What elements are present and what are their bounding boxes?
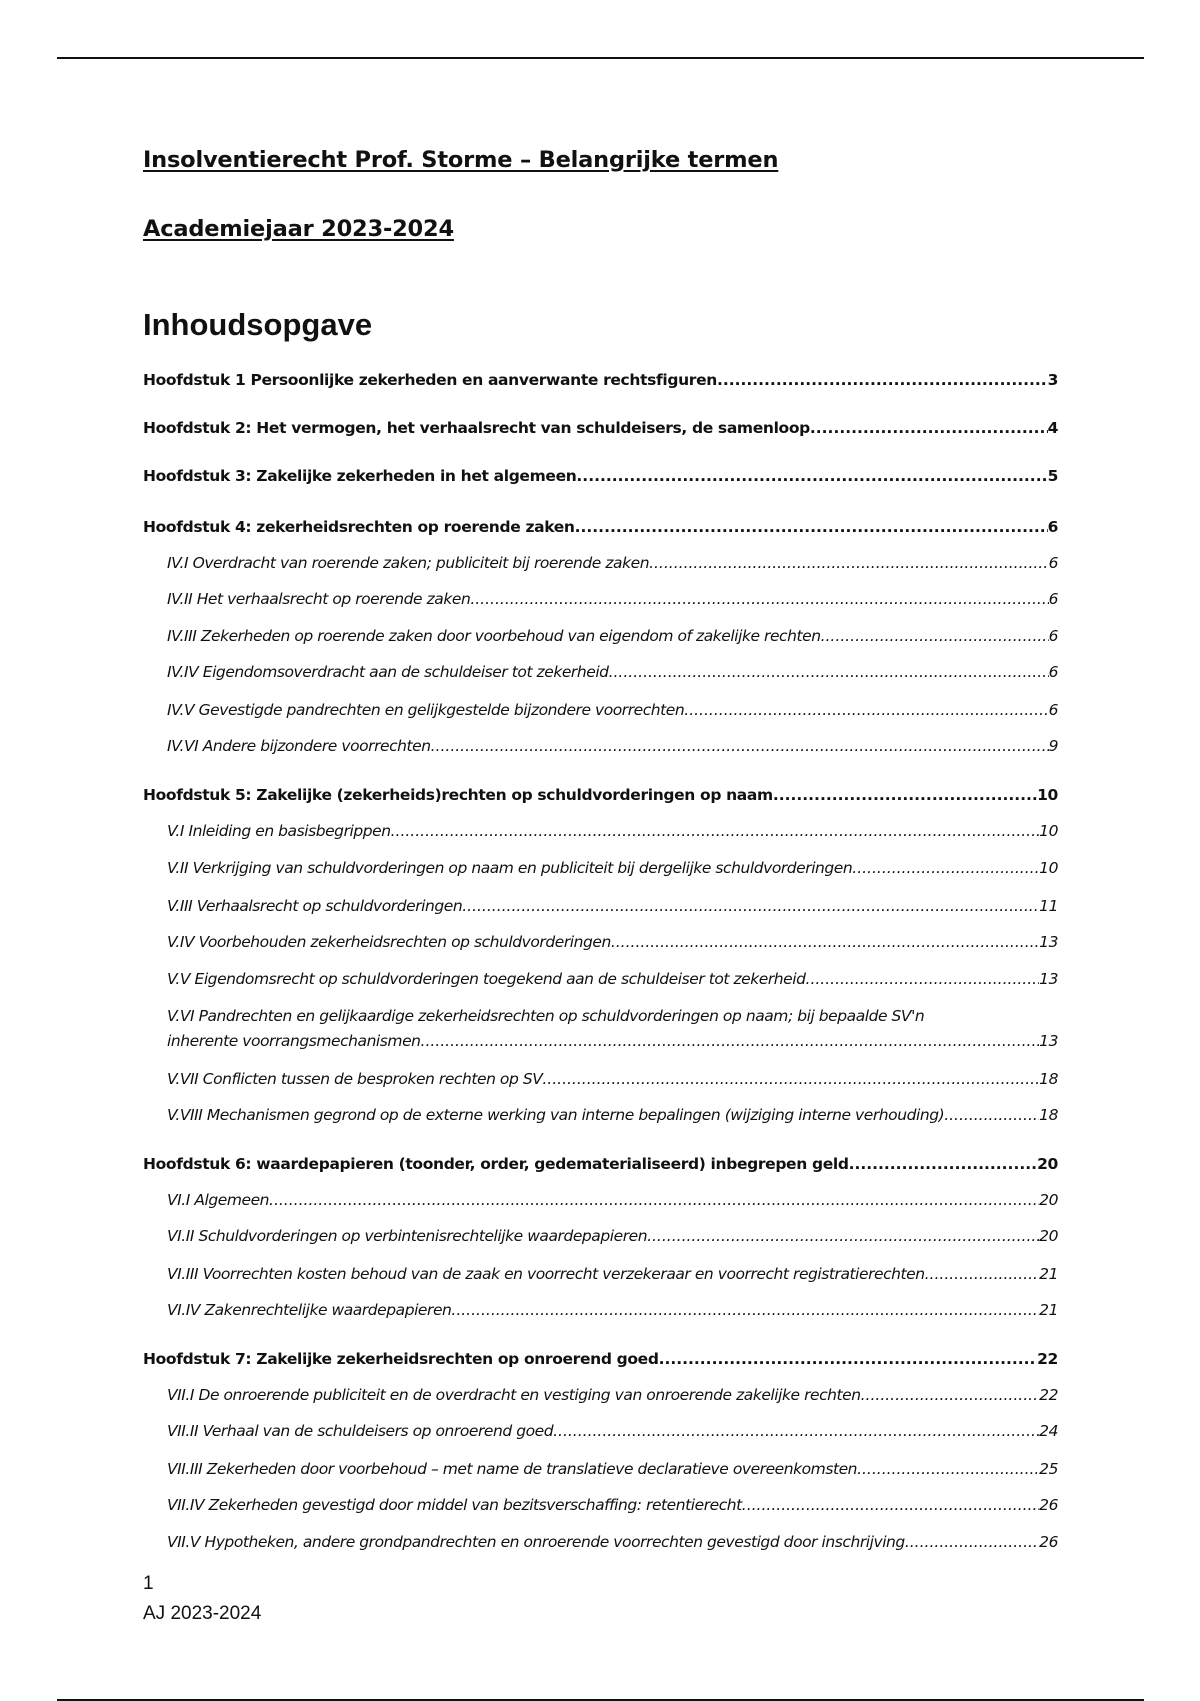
toc-page: 6 xyxy=(1048,554,1058,572)
toc-leader xyxy=(470,589,1048,609)
toc-label: Hoofdstuk 6: waardepapieren (toonder, order, gedematerialiseerd) inbegrepen geld xyxy=(143,1155,849,1173)
toc-label: Hoofdstuk 5: Zakelijke (zekerheids)rechten op schuldvorderingen op naam xyxy=(143,786,773,804)
toc-page: 11 xyxy=(1039,897,1058,915)
toc-label: V.II Verkrijging van schuldvorderingen op naam en publiciteit bij dergelijke schuldvorderingen xyxy=(167,859,853,877)
toc-leader xyxy=(925,1264,1040,1284)
footer-label: AJ 2023-2024 xyxy=(143,1603,262,1624)
toc-page: 22 xyxy=(1037,1350,1058,1368)
toc-leader xyxy=(391,821,1040,841)
toc-page: 6 xyxy=(1048,663,1058,681)
toc-page: 3 xyxy=(1047,371,1058,389)
toc-label: IV.V Gevestigde pandrechten en gelijkgestelde bijzondere voorrechten xyxy=(167,701,685,719)
toc-page: 26 xyxy=(1039,1496,1058,1514)
toc-section[interactable] xyxy=(167,1105,1058,1125)
toc-page: 20 xyxy=(1039,1227,1058,1245)
toc-page: 21 xyxy=(1039,1265,1058,1283)
toc-page: 18 xyxy=(1039,1106,1058,1124)
toc-section[interactable] xyxy=(167,1385,1058,1405)
toc-label: Hoofdstuk 3: Zakelijke zekerheden in het algemeen xyxy=(143,467,577,485)
toc-section[interactable] xyxy=(167,1300,1058,1320)
toc-leader xyxy=(575,517,1048,537)
toc-section[interactable] xyxy=(167,1495,1058,1515)
toc-label: VII.V Hypotheken, andere grondpandrechten en onroerende voorrechten gevestigd door inschrijving xyxy=(167,1533,905,1551)
toc-leader xyxy=(611,932,1039,952)
toc-label: VI.II Schuldvorderingen op verbintenisrechtelijke waardepapieren xyxy=(167,1227,648,1245)
toc-section[interactable] xyxy=(167,932,1058,952)
toc-page: 13 xyxy=(1039,1032,1058,1050)
toc-label: VI.IV Zakenrechtelijke waardepapieren xyxy=(167,1301,452,1319)
toc-leader xyxy=(852,858,1039,878)
toc-section[interactable] xyxy=(167,662,1058,682)
toc-section-line1: V.VI Pandrechten en gelijkaardige zekerheidsrechten op schuldvorderingen op naam; bij bepaalde SV'n xyxy=(167,1007,925,1025)
toc-section[interactable] xyxy=(167,1459,1058,1479)
toc-leader xyxy=(717,370,1048,390)
toc-page: 24 xyxy=(1039,1422,1058,1440)
toc-page: 5 xyxy=(1047,467,1058,485)
toc-label: VII.IV Zekerheden gevestigd door middel van bezitsverschaffing: retentierecht xyxy=(167,1496,742,1514)
toc-page: 25 xyxy=(1039,1460,1058,1478)
toc-page: 21 xyxy=(1039,1301,1058,1319)
toc-leader xyxy=(421,1031,1040,1051)
toc-section[interactable] xyxy=(167,821,1058,841)
toc-label: IV.I Overdracht van roerende zaken; publiciteit bij roerende zaken xyxy=(167,554,650,572)
toc-leader xyxy=(451,1300,1039,1320)
toc-leader xyxy=(609,662,1049,682)
toc-leader xyxy=(542,1069,1039,1089)
toc-page: 13 xyxy=(1039,970,1058,988)
toc-chapter-3[interactable] xyxy=(143,466,1058,486)
toc-section[interactable] xyxy=(167,553,1058,573)
toc-chapter-4[interactable] xyxy=(143,517,1058,537)
toc-leader xyxy=(684,700,1048,720)
toc-label: IV.IV Eigendomsoverdracht aan de schuldeiser tot zekerheid xyxy=(167,663,609,681)
toc-leader xyxy=(462,896,1039,916)
toc-label: IV.II Het verhaalsrecht op roerende zaken xyxy=(167,590,471,608)
toc-section[interactable] xyxy=(167,969,1058,989)
toc-label: IV.VI Andere bijzondere voorrechten xyxy=(167,737,431,755)
toc-page: 6 xyxy=(1047,518,1058,536)
toc-label: Hoofdstuk 4: zekerheidsrechten op roerende zaken xyxy=(143,518,575,536)
toc-label: V.IV Voorbehouden zekerheidsrechten op schuldvorderingen xyxy=(167,933,611,951)
toc-leader xyxy=(659,1349,1038,1369)
toc-chapter-6[interactable] xyxy=(143,1154,1058,1174)
document-title: Insolventierecht Prof. Storme – Belangrijke termen xyxy=(143,147,779,173)
toc-label: VI.I Algemeen xyxy=(167,1191,270,1209)
toc-chapter-5[interactable] xyxy=(143,785,1058,805)
toc-page: 18 xyxy=(1039,1070,1058,1088)
toc-label: VII.I De onroerende publiciteit en de overdracht en vestiging van onroerende zakelijke rechten xyxy=(167,1386,861,1404)
header-rule xyxy=(57,57,1144,59)
footer-page-number: 1 xyxy=(143,1573,154,1594)
toc-label: Hoofdstuk 7: Zakelijke zekerheidsrechten op onroerend goed xyxy=(143,1350,659,1368)
toc-section[interactable] xyxy=(167,626,1058,646)
toc-label: VII.III Zekerheden door voorbehoud – met name de translatieve declaratieve overeenkomsten xyxy=(167,1460,858,1478)
toc-leader xyxy=(649,553,1049,573)
toc-leader xyxy=(861,1385,1040,1405)
toc-section[interactable] xyxy=(167,1421,1058,1441)
toc-section[interactable] xyxy=(167,1226,1058,1246)
toc-label: VII.II Verhaal van de schuldeisers op onroerend goed xyxy=(167,1422,554,1440)
toc-heading: Inhoudsopgave xyxy=(143,307,373,342)
toc-section[interactable] xyxy=(167,896,1058,916)
toc-leader xyxy=(905,1532,1039,1552)
toc-section[interactable] xyxy=(167,1264,1058,1284)
toc-page: 6 xyxy=(1048,627,1058,645)
toc-label: inherente voorrangsmechanismen xyxy=(167,1032,421,1050)
toc-leader xyxy=(810,418,1048,438)
toc-label: IV.III Zekerheden op roerende zaken door voorbehoud van eigendom of zakelijke rechten xyxy=(167,627,821,645)
toc-leader xyxy=(647,1226,1039,1246)
toc-label: V.I Inleiding en basisbegrippen xyxy=(167,822,391,840)
toc-page: 22 xyxy=(1039,1386,1058,1404)
toc-section[interactable] xyxy=(167,736,1058,756)
toc-leader xyxy=(742,1495,1039,1515)
toc-leader xyxy=(269,1190,1039,1210)
toc-section[interactable] xyxy=(167,1190,1058,1210)
toc-leader xyxy=(576,466,1047,486)
toc-page: 26 xyxy=(1039,1533,1058,1551)
toc-leader xyxy=(821,626,1049,646)
toc-leader xyxy=(857,1459,1039,1479)
toc-chapter-2[interactable] xyxy=(143,418,1058,438)
toc-page: 13 xyxy=(1039,933,1058,951)
toc-label: V.VIII Mechanismen gegrond op de externe werking van interne bepalingen (wijziging interne verhouding) xyxy=(167,1106,945,1124)
toc-page: 6 xyxy=(1048,701,1058,719)
toc-page: 6 xyxy=(1048,590,1058,608)
toc-page: 10 xyxy=(1039,822,1058,840)
toc-chapter-7[interactable] xyxy=(143,1349,1058,1369)
toc-leader xyxy=(553,1421,1039,1441)
academic-year: Academiejaar 2023-2024 xyxy=(143,216,454,242)
toc-leader xyxy=(773,785,1037,805)
toc-label: V.VII Conflicten tussen de besproken rechten op SV xyxy=(167,1070,543,1088)
toc-leader xyxy=(431,736,1049,756)
toc-section[interactable] xyxy=(167,1532,1058,1552)
toc-leader xyxy=(806,969,1040,989)
toc-label: V.III Verhaalsrecht op schuldvorderingen xyxy=(167,897,463,915)
toc-page: 9 xyxy=(1048,737,1058,755)
toc-section[interactable] xyxy=(167,1031,1058,1051)
toc-page: 10 xyxy=(1037,786,1058,804)
toc-section[interactable] xyxy=(167,1069,1058,1089)
toc-label: V.V Eigendomsrecht op schuldvorderingen toegekend aan de schuldeiser tot zekerheid xyxy=(167,970,806,988)
toc-page: 4 xyxy=(1047,419,1058,437)
toc-leader xyxy=(944,1105,1039,1125)
toc-page: 10 xyxy=(1039,859,1058,877)
toc-page: 20 xyxy=(1037,1155,1058,1173)
toc-leader xyxy=(849,1154,1038,1174)
toc-label: Hoofdstuk 1 Persoonlijke zekerheden en aanverwante rechtsfiguren xyxy=(143,371,717,389)
toc-section[interactable] xyxy=(167,589,1058,609)
toc-section[interactable] xyxy=(167,700,1058,720)
toc-label: Hoofdstuk 2: Het vermogen, het verhaalsrecht van schuldeisers, de samenloop xyxy=(143,419,810,437)
toc-label: VI.III Voorrechten kosten behoud van de zaak en voorrecht verzekeraar en voorrecht registratierechten xyxy=(167,1265,925,1283)
toc-page: 20 xyxy=(1039,1191,1058,1209)
toc-section[interactable] xyxy=(167,858,1058,878)
toc-chapter-1[interactable] xyxy=(143,370,1058,390)
